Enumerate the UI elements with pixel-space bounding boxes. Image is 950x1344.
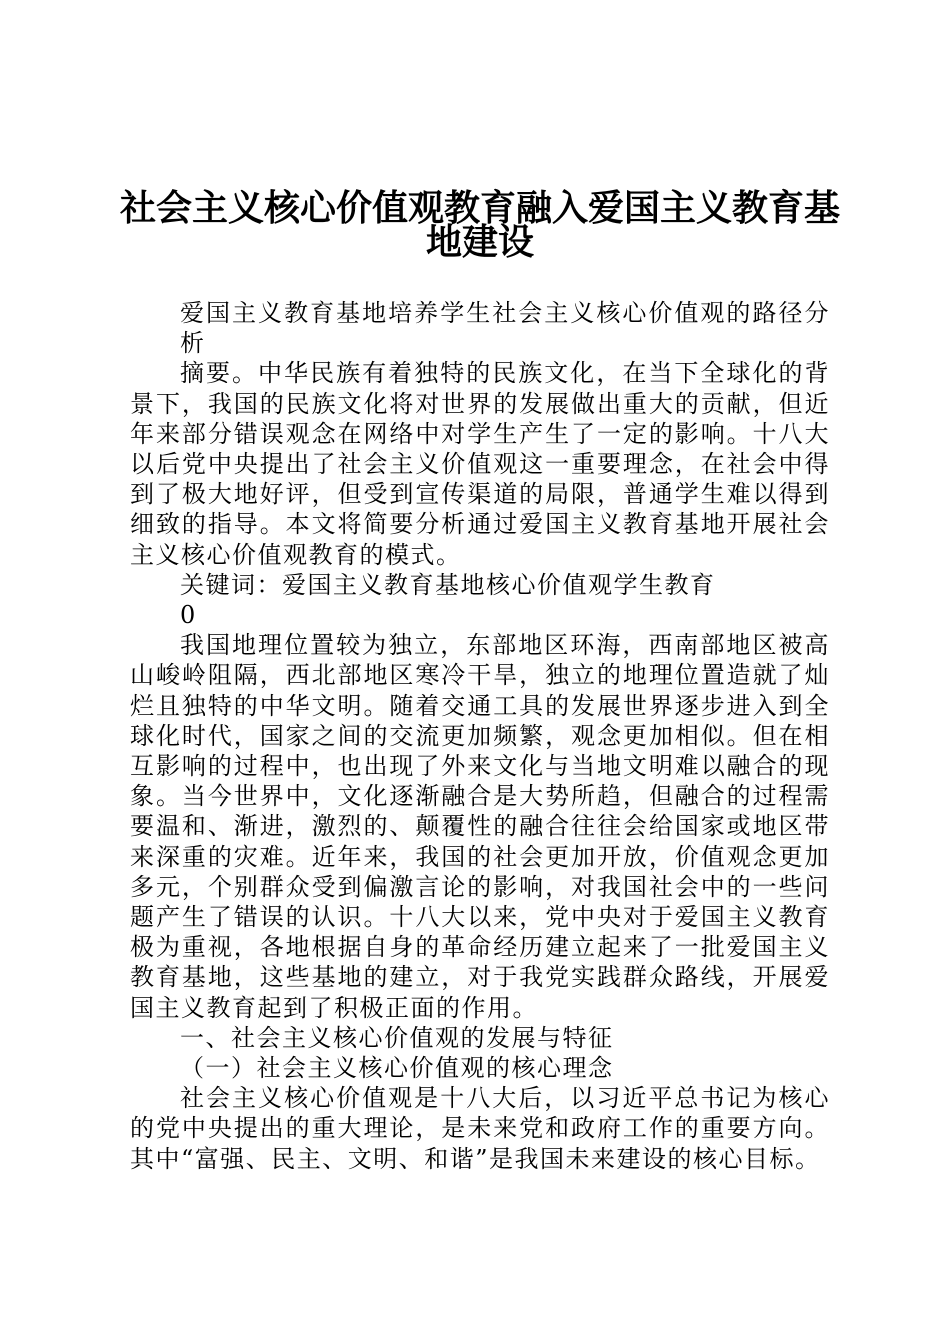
keywords: 关键词：爱国主义教育基地核心价值观学生教育 <box>180 570 716 599</box>
section-number: 0 <box>180 601 197 630</box>
intro-paragraph: 我国地理位置较为独立，东部地区环海，西南部地区被高山峻岭阻隔，西北部地区寒冷干旱，独立的地理位置造就了灿烂且独特的中华文明。随着交通工具的发展世界逐步进入到全球化时代，国家之间的交流更加频繁，观念更加相似。但在相互影响的过程中，也出现了外来文化与当地文明难以融合的现象。当今世界中，文化逐渐融合是大势所趋，但融合的过程需要温和、渐进，激烈的、颠覆性的融合往往会给国家或地区带来深重的灾难。近年来，我国的社会更加开放，价值观念更加多元，个别群众受到偏激言论的影响，对我国社会中的一些问题产生了错误的认识。十八大以来，党中央对于爱国主义教育极为重视，各地根据自身的革命经历建立起来了一批爱国主义教育基地，这些基地的建立，对于我党实践群众路线，开展爱国主义教育起到了积极正面的作用。 <box>130 631 830 1022</box>
abstract-paragraph: 摘要。中华民族有着独特的民族文化，在当下全球化的背景下，我国的民族文化将对世界的发展做出重大的贡献，但近年来部分错误观念在网络中对学生产生了一定的影响。十八大以后党中央提出了社会主义价值观这一重要理念，在社会中得到了极大地好评，但受到宣传渠道的局限，普通学生难以得到细致的指导。本文将简要分析通过爱国主义教育基地开展社会主义核心价值观教育的模式。 <box>130 359 830 569</box>
subsection-heading: （一）社会主义核心价值观的核心理念 <box>180 1054 614 1083</box>
document-body <box>130 298 830 1174</box>
body-paragraph: 社会主义核心价值观是十八大后，以习近平总书记为核心的党中央提出的重大理论，是未来党和政府工作的重要方向。其中“富强、民主、文明、和谐”是我国未来建设的核心目标。 <box>130 1084 830 1173</box>
section-heading: 一、社会主义核心价值观的发展与特征 <box>180 1023 614 1052</box>
document-title-line-2: 地建设 <box>425 222 534 263</box>
document-title-line-1: 社会主义核心价值观教育融入爱国主义教育基 <box>119 188 840 229</box>
subtitle: 爱国主义教育基地培养学生社会主义核心价值观的路径分析 <box>180 299 830 358</box>
